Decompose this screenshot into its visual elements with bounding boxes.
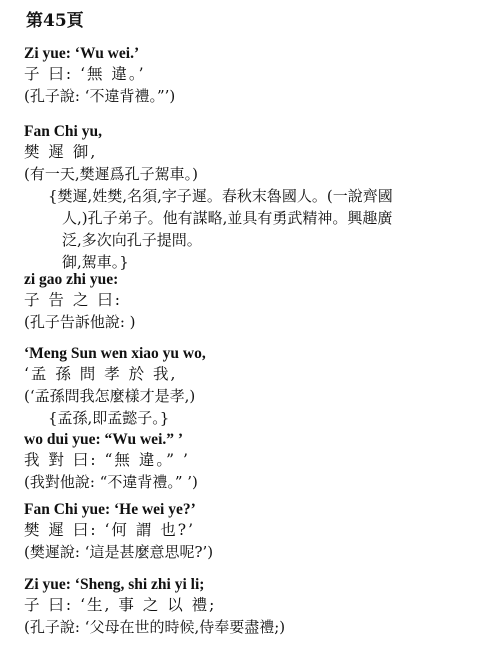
stanza-7 [24, 575, 490, 638]
stanza-6 [24, 500, 490, 563]
chinese-line: 子 告 之 曰: [24, 291, 123, 309]
annotation-note: 人,)孔子弟子。他有謀略,並具有勇武精神。興趣廣 [62, 209, 393, 227]
chinese-line: 樊 遲 曰: ‘何 謂 也?’ [24, 521, 196, 539]
translation-note: (‘孟孫問我怎麼樣才是孝,) [24, 387, 196, 405]
translation-note: (有一天,樊遲爲孔子駕車。) [24, 165, 198, 183]
translation-note: (樊遲說: ‘這是甚麼意思呢?’) [24, 543, 214, 561]
stanza-5 [24, 430, 490, 493]
annotation-note: {樊遲,姓樊,名須,字子遲。春秋末魯國人。(一說齊國 [48, 187, 393, 205]
chinese-line: 子 曰: ‘無 違。’ [24, 65, 146, 83]
translation-note: (孔子說: ‘不違背禮。”’) [24, 87, 176, 105]
page-number: 第45頁 [26, 11, 84, 31]
pinyin-line: Fan Chi yue: ‘He wei ye?’ [24, 501, 196, 518]
stanza-1 [24, 44, 490, 107]
chinese-line: 我 對 曰: “無 違。” ’ [24, 451, 190, 469]
pinyin-line: zi gao zhi yue: [24, 271, 119, 288]
stanza-4 [24, 344, 490, 429]
stanza-2 [24, 122, 490, 273]
pinyin-line: wo dui yue: “Wu wei.” ’ [24, 431, 184, 448]
translation-note: (孔子告訴他說: ) [24, 313, 136, 331]
stanza-3 [24, 270, 490, 333]
pinyin-line: Fan Chi yu, [24, 123, 102, 140]
annotation-note: 御,駕車。} [62, 253, 129, 271]
pinyin-line: ‘Meng Sun wen xiao yu wo, [24, 345, 206, 362]
pinyin-line: Zi yue: ‘Wu wei.’ [24, 45, 140, 62]
annotation-note: 泛,多次向孔子提問。 [62, 231, 202, 249]
chinese-line: 樊 遲 御, [24, 143, 98, 161]
chinese-line: ‘孟 孫 問 孝 於 我, [24, 365, 178, 383]
translation-note: (我對他說: “不違背禮。” ’) [24, 473, 198, 491]
pinyin-line: Zi yue: ‘Sheng, shi zhi yi li; [24, 576, 205, 593]
annotation-note: {孟孫,即孟懿子。} [48, 409, 170, 427]
translation-note: (孔子說: ‘父母在世的時候,侍奉要盡禮;) [24, 618, 286, 636]
chinese-line: 子 曰: ‘生, 事 之 以 禮; [24, 596, 217, 614]
